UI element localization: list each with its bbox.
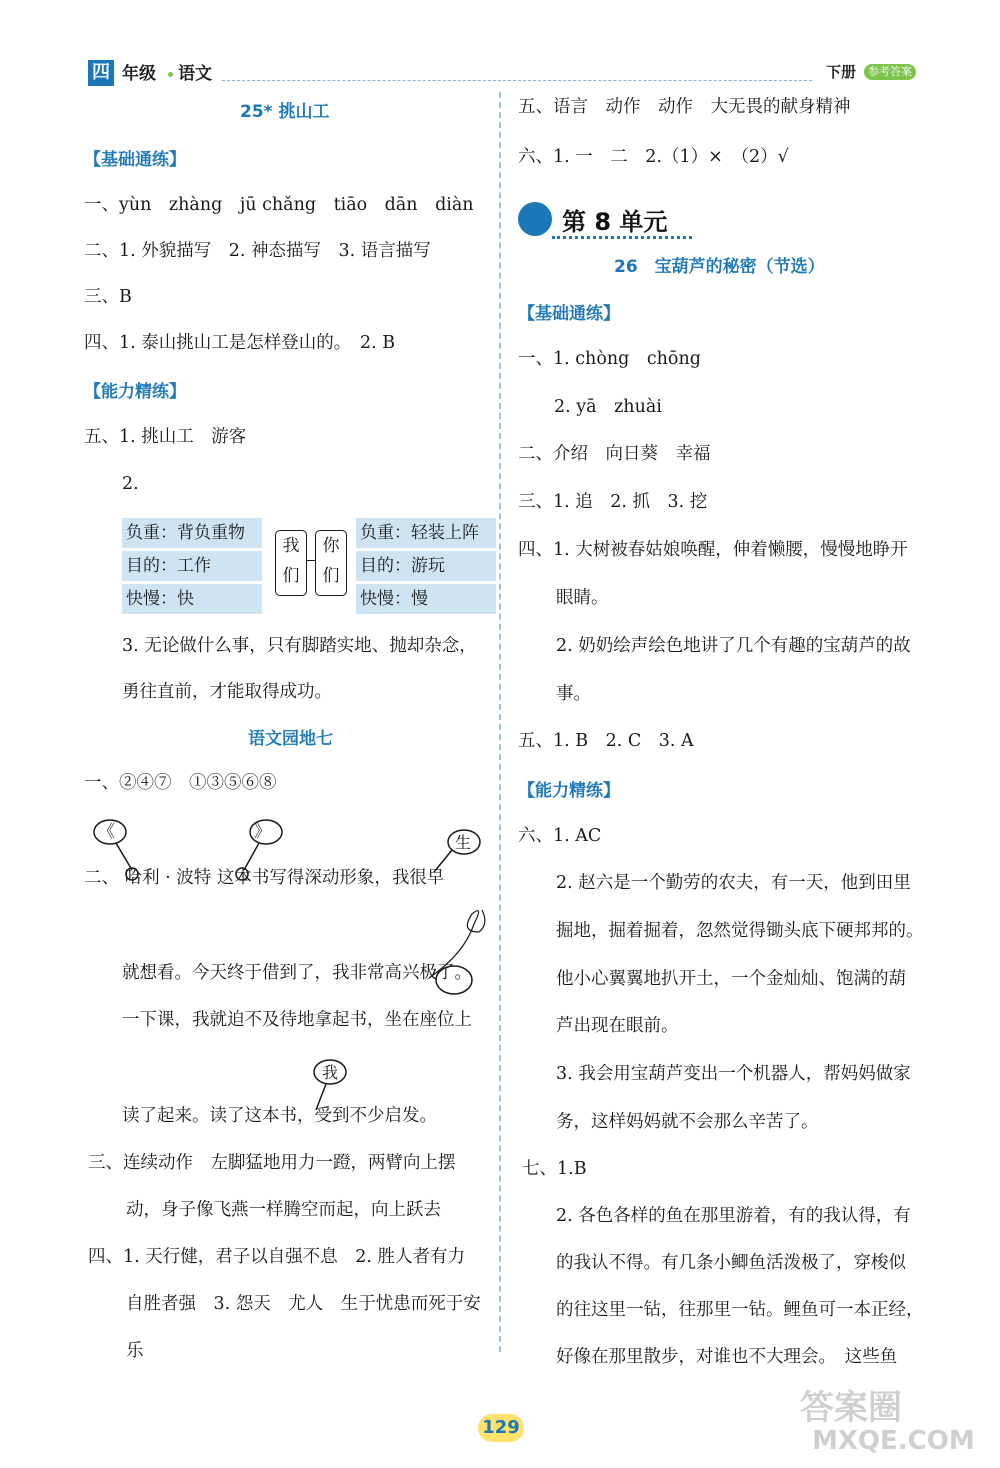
answer-line: 三、B <box>84 287 132 307</box>
box-char: 你 <box>322 536 340 556</box>
answer-line: 2. 奶奶绘声绘色地讲了几个有趣的宝葫芦的故 <box>556 636 911 656</box>
answer-line: 三、连续动作 左脚猛地用力一蹬，两臂向上摆 <box>88 1153 456 1173</box>
answer-line: 五、1. 挑山工 游客 <box>84 427 247 447</box>
answer-badge: 参考答案 <box>864 64 916 80</box>
compare-left-row: 快慢：快 <box>122 584 262 614</box>
answer-line: 二、1. 外貌描写 2. 神态描写 3. 语言描写 <box>84 241 431 261</box>
answer-line: 就想看。今天终于借到了，我非常高兴极了。 <box>122 963 472 983</box>
answer-line: 六、1. 一 二 2.（1）× （2）√ <box>518 147 789 167</box>
compare-right-row: 快慢：慢 <box>356 584 496 614</box>
section-basic-right: 【基础通练】 <box>518 304 620 324</box>
answer-line: 2. 赵六是一个勤劳的农夫，有一天，他到田里 <box>556 873 911 893</box>
mark-bracket-open: 《 <box>98 822 115 842</box>
answer-line: 二、介绍 向日葵 幸福 <box>518 444 711 464</box>
unit-dot-icon <box>518 202 552 236</box>
box-char: 们 <box>322 566 340 586</box>
answer-line: 的我认不得。有几条小鲫鱼活泼极了，穿梭似 <box>556 1253 906 1273</box>
answer-line: 一、1. chòng chōng <box>518 349 701 369</box>
box-char: 们 <box>282 566 300 586</box>
answer-line: 四、1. 天行健，君子以自强不息 2. 胜人者有力 <box>88 1247 466 1267</box>
answer-line: 一、yùn zhàng jū chǎng tiāo dān diàn <box>84 195 474 215</box>
answer-line: 3. 无论做什么事，只有脚踏实地、抛却杂念， <box>122 636 477 656</box>
answer-line: 的往这里一钻，往那里一钻。鲤鱼可一本正经， <box>556 1300 924 1320</box>
answer-line: 掘地，掘着掘着，忽然觉得锄头底下硬邦邦的。 <box>556 921 924 941</box>
answer-line: 二、 哈利 · 波特 这本书写得深动形象，我很早 <box>84 868 445 888</box>
column-divider <box>499 92 501 1352</box>
answer-line: 一下课，我就迫不及待地拿起书，坐在座位上 <box>122 1010 472 1030</box>
answer-line: 动，身子像飞燕一样腾空而起，向上跃去 <box>126 1200 441 1220</box>
answer-line: 好像在那里散步，对谁也不大理会。 这些鱼 <box>556 1347 898 1367</box>
volume-label: 下册 <box>826 63 857 81</box>
compare-left-row: 目的：工作 <box>122 551 262 581</box>
answer-line: 务，这样妈妈就不会那么辛苦了。 <box>556 1112 819 1132</box>
answer-line: 七、1.B <box>522 1159 587 1179</box>
answer-line: 2. 各色各样的鱼在那里游着，有的我认得，有 <box>556 1206 911 1226</box>
answer-line: 三、1. 追 2. 抓 3. 挖 <box>518 492 708 512</box>
answer-line: 2. yā zhuài <box>554 397 662 417</box>
answer-line: 六、1. AC <box>518 826 602 846</box>
mark-char-wo: 我 <box>322 1063 339 1082</box>
lesson-26-title: 26 宝葫芦的秘密（节选） <box>614 257 825 277</box>
page-number: 129 <box>478 1414 524 1442</box>
compare-box-right <box>315 530 347 596</box>
answer-line: 读了起来。读了这本书，受到不少启发。 <box>122 1106 437 1126</box>
answer-line: 四、1. 大树被春姑娘唤醒，伸着懒腰，慢慢地睁开 <box>518 540 908 560</box>
answer-line: 他小心翼翼地扒开土，一个金灿灿、饱满的葫 <box>556 969 906 989</box>
watermark-logo: 答案圈 <box>800 1388 902 1428</box>
grade-label: 年级 <box>122 64 156 84</box>
compare-right-row: 负重：轻装上阵 <box>356 518 496 548</box>
answer-line: 乐 <box>126 1341 144 1361</box>
unit-underline <box>552 236 692 239</box>
unit-title: 第 8 单元 <box>562 208 668 236</box>
section-ability-right: 【能力精练】 <box>518 781 620 801</box>
header-dot <box>168 72 173 77</box>
answer-line: 五、语言 动作 动作 大无畏的献身精神 <box>518 97 851 117</box>
compare-left-row: 负重：背负重物 <box>122 518 262 548</box>
section-basic-left: 【基础通练】 <box>84 150 186 170</box>
compare-box-left <box>275 530 307 596</box>
section-ability-left: 【能力精练】 <box>84 382 186 402</box>
answer-line: 2. <box>122 474 139 494</box>
lesson-25-title: 25* 挑山工 <box>240 102 330 122</box>
garden-title: 语文园地七 <box>248 729 333 749</box>
answer-line: 3. 我会用宝葫芦变出一个机器人，帮妈妈做家 <box>556 1064 911 1084</box>
answer-line: 勇往直前，才能取得成功。 <box>122 682 332 702</box>
answer-line: 事。 <box>556 684 591 704</box>
subject-label: 语文 <box>178 64 212 84</box>
watermark-url: MXQE.COM <box>812 1426 975 1456</box>
answer-line: 四、1. 泰山挑山工是怎样登山的。 2. B <box>84 333 396 353</box>
box-char: 我 <box>282 536 300 556</box>
answer-line: 芦出现在眼前。 <box>556 1016 679 1036</box>
answer-line: 五、1. B 2. C 3. A <box>518 731 694 751</box>
mark-char-sheng: 生 <box>455 833 472 852</box>
answer-line: 眼睛。 <box>556 588 609 608</box>
answer-line: 自胜者强 3. 怨天 尤人 生于忧患而死于安 <box>126 1294 481 1314</box>
grade-box: 四 <box>88 60 114 86</box>
mark-bracket-close: 》 <box>254 822 271 842</box>
header-rule <box>222 80 812 81</box>
compare-right-row: 目的：游玩 <box>356 551 496 581</box>
answer-line: 一、②④⑦ ①③⑤⑥⑧ <box>84 773 277 793</box>
